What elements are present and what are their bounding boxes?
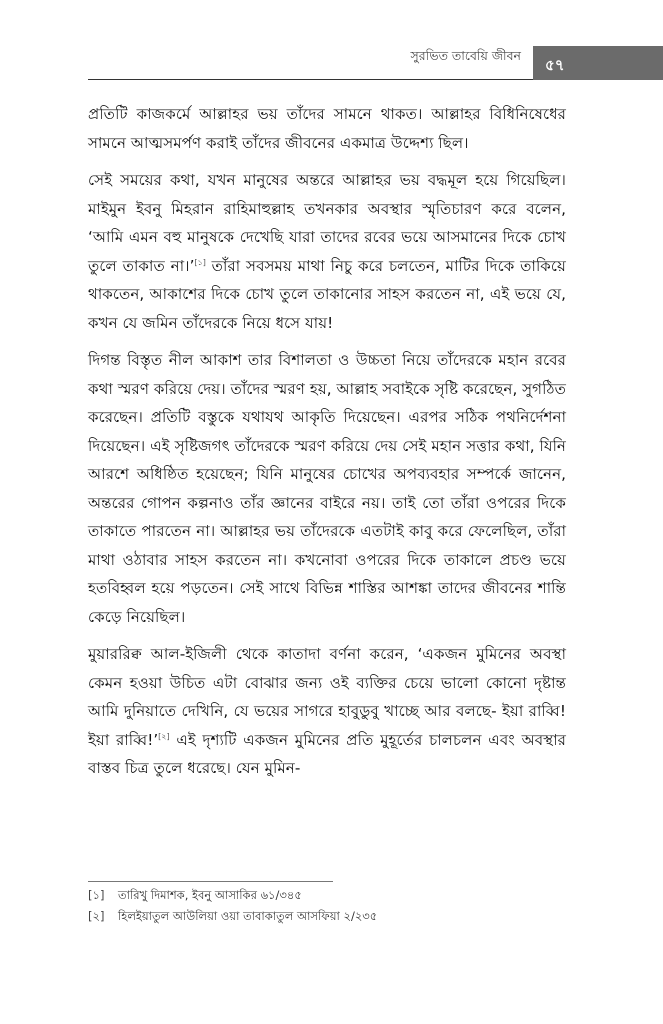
footnote-rule xyxy=(88,881,333,882)
footnotes xyxy=(88,885,566,927)
footnote-1-mark: [১] xyxy=(88,888,105,902)
footnote-1-text: তারিখু দিমাশক, ইবনু আসাকির ৬১/৩৪৫ xyxy=(118,888,302,902)
page-header xyxy=(0,40,663,80)
body-text xyxy=(88,100,566,792)
paragraph-1: প্রতিটি কাজকর্মে আল্লাহর ভয় তাঁদের সামনে থাকত। আল্লাহর বিধিনিষেধের সামনে আত্মসমর্পণ করাই তাঁদের জীবনের একমাত্র উদ্দেশ্য ছিল। xyxy=(88,105,566,152)
footnote-ref-1: [১] xyxy=(194,257,206,267)
paragraph-2 xyxy=(88,166,566,337)
footnote-2 xyxy=(88,906,566,927)
footnote-2-mark: [২] xyxy=(88,909,105,923)
paragraph-3: দিগন্ত বিস্তৃত নীল আকাশ তার বিশালতা ও উচ্চতা নিয়ে তাঁদেরকে মহান রবের কথা স্মরণ করিয়ে দেয়। তাঁদের স্মরণ হয়, আল্লাহ সবাইকে সৃষ্টি করেছেন, সুগঠিত করেছেন। প্রতিটি বস্তুকে যথাযথ আকৃতি দিয়েছেন। এরপর সঠিক পথনির্দেশনা দিয়েছেন। এই সৃষ্টিজগৎ তাঁদেরকে স্মরণ করিয়ে দেয় সেই মহান সত্তার কথা, যিনি আরশে অধিষ্ঠিত হয়েছেন; যিনি মানুষের চোখের অপব্যবহার সম্পর্কে জানেন, অন্তরের গোপন কল্পনাও তাঁর জ্ঞানের বাইরে নয়। তাই তো তাঁরা ওপরের দিকে তাকাতে পারতেন না। আল্লাহর ভয় তাঁদেরকে এতটাই কাবু করে ফেলেছিল, তাঁরা মাথা ওঠাবার সাহস করতেন না। কখনোবা ওপরের দিকে তাকালে প্রচণ্ড ভয়ে হতবিহ্বল হয়ে পড়তেন। সেই সাথে বিভিন্ন শাস্তির আশঙ্কা তাদের জীবনের শান্তি কেড়ে নিয়েছিল। xyxy=(88,351,566,626)
footnote-2-text: হিলইয়াতুল আউলিয়া ওয়া তাবাকাতুল আসফিয়া ২/২৩৫ xyxy=(118,909,378,923)
paragraph-4 xyxy=(88,640,566,783)
paragraph-4-text-before: মুয়াররিক্ব আল-ইজিলী থেকে কাতাদা বর্ণনা করেন, ‘একজন মুমিনের অবস্থা কেমন হওয়া উচিত এটা বোঝার জন্য ওই ব্যক্তির চেয়ে ভালো কোনো দৃষ্টান্ত আমি দুনিয়াতে দেখিনি, যে ভয়ের সাগরে হাবুডুবু খাচ্ছে আর বলছে- ইয়া রাব্বি! ইয়া রাব্বি!’ xyxy=(88,645,566,749)
running-title: সুরভিত তাবেয়ি জীবন xyxy=(410,48,521,63)
page-number: ৫৭ xyxy=(545,56,565,74)
header-rule xyxy=(88,79,533,80)
paragraph-2-text-before: সেই সময়ের কথা, যখন মানুষের অন্তরে আল্লাহর ভয় বদ্ধমূল হয়ে গিয়েছিল। মাইমুন ইবনু মিহরান রাহিমাহুল্লাহ তখনকার অবস্থার স্মৃতিচারণ করে বলেন, ‘আমি এমন বহু মানুষকে দেখেছি যারা তাদের রবের ভয়ে আসমানের দিকে চোখ তুলে তাকাত না।’ xyxy=(88,171,566,275)
footnote-ref-2: [২] xyxy=(158,731,170,741)
page-number-box xyxy=(533,46,663,80)
paragraph-2-text-after: তাঁরা সবসময় মাথা নিচু করে চলতেন, মাটির দিকে তাকিয়ে থাকতেন, আকাশের দিকে চোখ তুলে তাকানোর সাহস করতেন না, এই ভয়ে যে, কখন যে জমিন তাঁদেরকে নিয়ে ধসে যায়! xyxy=(88,256,566,332)
footnote-1 xyxy=(88,885,566,906)
paragraph-4-text-after: এই দৃশ্যটি একজন মুমিনের প্রতি মুহূর্তের চালচলন এবং অবস্থার বাস্তব চিত্র তুলে ধরেছে। যেন মুমিন- xyxy=(88,730,566,777)
